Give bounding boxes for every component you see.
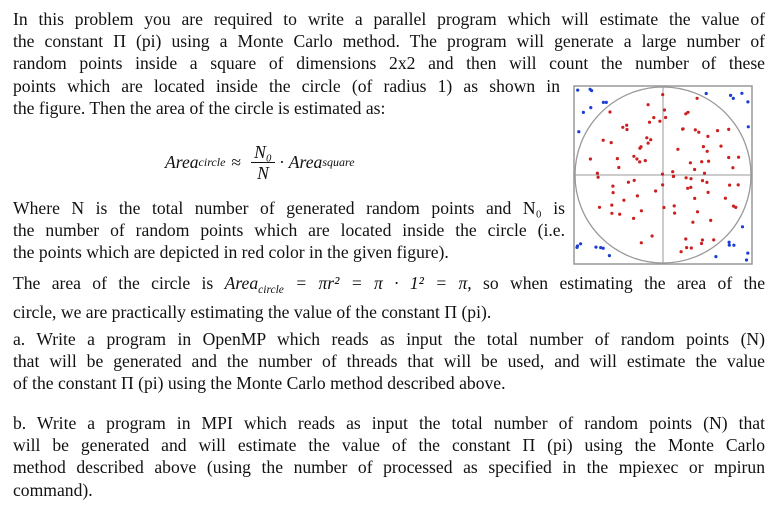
- inside-point: [727, 128, 730, 131]
- task-b-line-1: b. Write a program in MPI which reads as input the total number of random points (N) that: [13, 413, 765, 433]
- task-a-line-1: a. Write a program in OpenMP which reads as input the total number of random points (N): [13, 329, 765, 349]
- inside-point: [622, 199, 625, 202]
- task-a-paragraph: [13, 328, 765, 395]
- inside-point: [610, 141, 613, 144]
- inside-point: [640, 241, 643, 244]
- inside-point: [737, 156, 740, 159]
- circle-area-subscript: circle: [258, 284, 284, 296]
- inside-point: [682, 127, 685, 130]
- inside-point: [647, 142, 650, 145]
- inside-point: [694, 128, 697, 131]
- formula-approx-sign: ≈: [231, 151, 242, 172]
- inside-point: [709, 219, 712, 222]
- inside-point: [701, 238, 704, 241]
- outside-point: [714, 255, 717, 258]
- inside-point: [728, 184, 731, 187]
- outside-point: [745, 258, 748, 261]
- intro-line-5: the figure. Then the area of the circle is estimated as:: [13, 97, 386, 118]
- outside-point: [729, 94, 732, 97]
- intro-line-3: random points inside a square of dimensions 2x2 and then will count the number of these: [13, 53, 765, 74]
- inside-point: [706, 150, 709, 153]
- inside-point: [697, 131, 700, 134]
- formula-square-subscript: square: [322, 154, 355, 169]
- circle-area-line-1-start: The area of the circle is: [13, 273, 214, 293]
- inside-point: [625, 124, 628, 127]
- inside-point: [625, 128, 628, 131]
- inside-point: [608, 110, 611, 113]
- inside-point: [633, 179, 636, 182]
- inside-point: [602, 139, 605, 142]
- outside-point: [582, 111, 585, 114]
- inside-point: [691, 221, 694, 224]
- outside-point: [732, 97, 735, 100]
- inside-point: [671, 170, 674, 173]
- outside-point: [741, 225, 744, 228]
- inside-point: [598, 206, 601, 209]
- formula-denominator: N: [257, 162, 269, 183]
- outside-point: [746, 100, 749, 103]
- formula-area-word-2: Area: [288, 151, 323, 172]
- inside-point: [737, 183, 740, 186]
- outside-point: [732, 244, 735, 247]
- inside-point: [696, 210, 699, 213]
- task-b-line-2: will be generated and will estimate the value of the constant Π (pi) using the Monte Carlo: [13, 435, 765, 456]
- inside-point: [684, 237, 687, 240]
- inside-point: [690, 246, 693, 249]
- inside-point: [649, 138, 652, 141]
- inside-point: [661, 183, 664, 186]
- inside-point: [612, 191, 615, 194]
- outside-point: [740, 92, 743, 95]
- inside-point: [686, 187, 689, 190]
- circle-area-line-1: [13, 272, 765, 301]
- definition-line-1: Where N is the total number of generated random points and N₀ is: [13, 198, 565, 218]
- outside-point: [728, 241, 731, 244]
- inside-point: [636, 194, 639, 197]
- inside-point: [617, 166, 620, 169]
- circle-area-line-1-end: so when estimating the area of the: [483, 273, 766, 293]
- outside-point: [747, 125, 750, 128]
- inside-point: [654, 189, 657, 192]
- inside-point: [673, 212, 676, 215]
- formula-numerator: N₀: [251, 142, 275, 163]
- outside-point: [746, 252, 749, 255]
- outside-point: [705, 92, 708, 95]
- inside-point: [672, 175, 675, 178]
- inside-point: [693, 197, 696, 200]
- intro-line-2: the constant Π (pi) using a Monte Carlo method. The program will generate a large number of: [13, 31, 765, 52]
- inside-point: [589, 157, 592, 160]
- inside-point: [680, 250, 683, 253]
- inside-point: [640, 209, 643, 212]
- inside-point: [673, 204, 676, 207]
- formula-fraction: [251, 142, 275, 183]
- inside-point: [610, 204, 613, 207]
- inside-point: [696, 97, 699, 100]
- inside-point: [719, 145, 722, 148]
- circle-area-word: Area: [224, 273, 259, 293]
- inside-point: [652, 116, 655, 119]
- inside-point: [663, 108, 666, 111]
- intro-line-1: In this problem you are required to write a parallel program which will estimate the value of: [13, 9, 765, 29]
- inside-point: [651, 234, 654, 237]
- outside-point: [590, 89, 593, 92]
- inside-point: [616, 157, 619, 160]
- inside-point: [706, 135, 709, 138]
- inside-point: [638, 147, 641, 150]
- inside-point: [627, 181, 630, 184]
- inside-point: [661, 173, 664, 176]
- area-formula: [165, 137, 355, 187]
- outside-point: [576, 244, 579, 247]
- circle-area-equation: = πr² = π · 1² = π,: [295, 273, 472, 293]
- task-a-line-2: that will be generated and the number of threads that will be used, and will estimate the value: [13, 351, 765, 372]
- inside-point: [731, 166, 734, 169]
- circle-area-line-2: circle, we are practically estimating the value of the constant Π (pi).: [13, 302, 492, 323]
- inside-point: [664, 116, 667, 119]
- outside-point: [577, 130, 580, 133]
- inside-point: [707, 191, 710, 194]
- formula-circle-subscript: circle: [198, 154, 226, 169]
- inside-point: [712, 238, 715, 241]
- inside-point: [689, 186, 692, 189]
- inside-point: [700, 242, 703, 245]
- inside-point: [644, 159, 647, 162]
- inside-point: [597, 176, 600, 179]
- monte-carlo-figure: [573, 85, 753, 265]
- definition-line-3: the points which are depicted in red color in the given figure).: [13, 242, 449, 263]
- inside-point: [703, 172, 706, 175]
- inside-point: [632, 155, 635, 158]
- inside-point: [676, 148, 679, 151]
- outside-point: [579, 242, 582, 245]
- outside-point: [602, 101, 605, 104]
- inside-point: [727, 156, 730, 159]
- inside-point: [685, 246, 688, 249]
- inside-point: [685, 176, 688, 179]
- inside-point: [610, 212, 613, 215]
- inside-point: [705, 181, 708, 184]
- outside-point: [728, 244, 731, 247]
- formula-area-word: Area: [165, 151, 199, 172]
- inside-point: [662, 206, 665, 209]
- inside-point: [724, 197, 727, 200]
- inside-point: [700, 160, 703, 163]
- task-b-line-4: command).: [13, 479, 93, 500]
- inside-point: [702, 145, 705, 148]
- outside-point: [576, 89, 579, 92]
- inside-point: [701, 179, 704, 182]
- outside-point: [594, 246, 597, 249]
- intro-line-4: points which are located inside the circle (of radius 1) as shown in: [13, 75, 560, 96]
- inside-point: [716, 129, 719, 132]
- outside-point: [605, 101, 608, 104]
- inside-point: [596, 172, 599, 175]
- task-a-line-3: of the constant Π (pi) using the Monte Carlo method described above.: [13, 373, 506, 394]
- inside-point: [689, 161, 692, 164]
- inside-point: [686, 111, 689, 114]
- inside-point: [638, 160, 641, 163]
- inside-point: [635, 157, 638, 160]
- inside-point: [645, 136, 648, 139]
- outside-point: [602, 247, 605, 250]
- outside-point: [589, 106, 592, 109]
- definition-line-2: the number of random points which are located inside the circle (i.e.: [13, 220, 565, 241]
- definition-paragraph: [13, 197, 565, 264]
- inside-point: [707, 160, 710, 163]
- formula-dot: ·: [278, 151, 285, 172]
- circle-area-paragraph: [13, 272, 765, 323]
- inside-point: [658, 120, 661, 123]
- inside-point: [621, 126, 624, 129]
- inside-point: [661, 93, 664, 96]
- inside-point: [647, 103, 650, 106]
- inside-point: [732, 205, 735, 208]
- task-b-paragraph: [13, 412, 765, 501]
- inside-point: [611, 185, 614, 188]
- inside-point: [648, 121, 651, 124]
- inside-point: [693, 168, 696, 171]
- inside-point: [632, 217, 635, 220]
- inside-point: [618, 213, 621, 216]
- inside-point: [689, 177, 692, 180]
- outside-point: [608, 254, 611, 257]
- task-b-line-3: method described above (using the number of processed as specified in the mpiexec or mpirun: [13, 457, 765, 478]
